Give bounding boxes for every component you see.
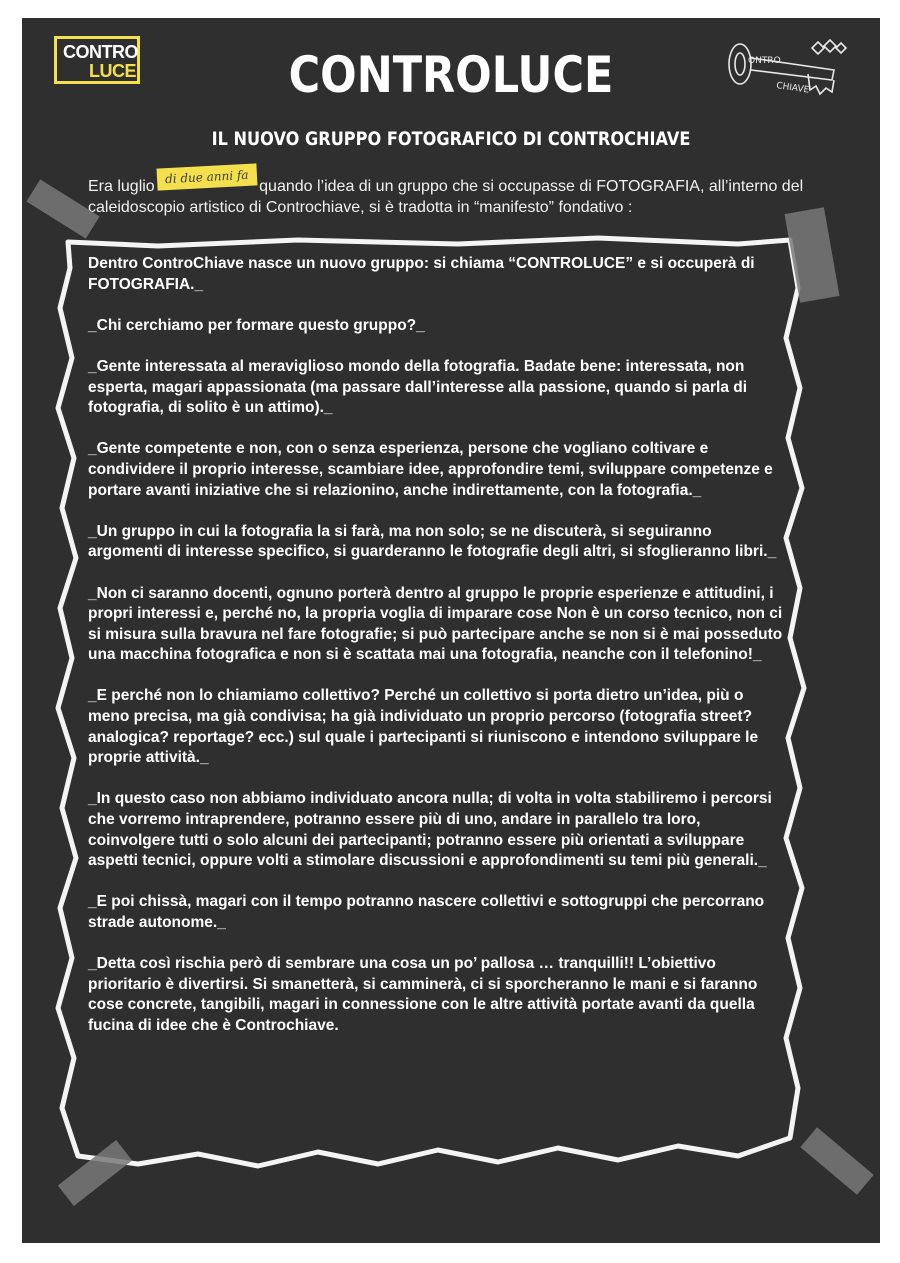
- paragraph: _Detta così rischia però di sembrare una cosa un po’ pallosa … tranquilli!! L’obiettivo prioritario è divertirsi. Si smanetterà, si camminerà, ci si sporcheranno le mani e si faranno cose concrete, tangibili, magari in connessione con le altre attività portate avanti da quella fucina di idee che è Controchiave.: [88, 955, 758, 1034]
- intro-after: quando l’idea di un gruppo che si occupasse di FOTOGRAFIA, all’interno del caleidoscopio artistico di Controchiave, si è tradotta in “manifesto” fondativo :: [88, 178, 804, 216]
- paragraph: _Chi cerchiamo per formare questo gruppo?_: [88, 316, 425, 334]
- paragraph: _E poi chissà, magari con il tempo potranno nascere collettivi e sottogruppi che percorrano strade autonome._: [88, 893, 765, 931]
- intro-text: [88, 167, 828, 218]
- page-subtitle: IL NUOVO GRUPPO FOTOGRAFICO DI CONTROCHIAVE: [211, 128, 691, 150]
- paragraph: _Gente interessata al meraviglioso mondo della fotografia. Badate bene: interessata, non esperta, magari appassionata (ma passare dall’interesse alla passione, quando si parla di fotografia, di solito è un attimo)._: [88, 357, 748, 417]
- logo-line-1: CONTRO: [63, 42, 138, 62]
- note-tag: di due anni fa: [157, 163, 258, 190]
- paragraph: _Un gruppo in cui la fotografia la si farà, ma non solo; se ne discuterà, si seguiranno argomenti di interesse specifico, si guarderanno le fotografie degli altri, si sfoglieranno libri._: [88, 522, 777, 561]
- paragraph: _E perché non lo chiamiamo collettivo? Perché un collettivo si porta dietro un’idea, più o meno precisa, ma già condivisa; ha già individuato un proprio percorso (fotografia street? analogica? reportage? ecc.) sul quale i partecipanti si riuniscono e intendono sviluppare le proprie attività._: [88, 687, 759, 767]
- paragraph: _Gente competente e non, con o senza esperienza, persone che vogliano coltivare e condividere il proprio interesse, scambiare idee, approfondire temi, sviluppare competenze e portare avanti iniziative che si relazionino, anche indirettamente, con la fotografia._: [88, 440, 773, 499]
- key-text-2: CHIAVE: [775, 81, 810, 96]
- paragraph: _In questo caso non abbiamo individuato ancora nulla; di volta in volta stabiliremo i percorsi che vorremo intraprendere, potranno essere più di uno, andare in parallelo tra loro, coinvolgere tutti o solo alcuni dei partecipanti; potranno essere più orientati a sviluppare aspetti tecnici, oppure volti a stimolare discussioni e approfondimenti su temi più generali._: [88, 790, 772, 870]
- key-text-1: ONTRO: [748, 56, 781, 66]
- page-title: CONTROLUCE: [288, 46, 614, 104]
- logo-line-2: LUCE: [89, 61, 136, 81]
- paragraph: _Non ci saranno docenti, ognuno porterà dentro al gruppo le proprie esperienze e attitudini, i propri interessi e, perché no, la propria voglia di imparare cose Non è un corso tecnico, non ci si misura sulla bravura nel fare fotografie; si può partecipare anche se non si è mai posseduto una macchina fotografica e non si è scattata mai una fotografia, neanche con il telefonino!_: [88, 584, 783, 664]
- manifesto-body: [88, 254, 788, 1057]
- intro-before: Era luglio: [88, 178, 155, 195]
- paragraph: Dentro ControChiave nasce un nuovo gruppo: si chiama “CONTROLUCE” e si occuperà di FOTOGRAFIA._: [88, 255, 755, 293]
